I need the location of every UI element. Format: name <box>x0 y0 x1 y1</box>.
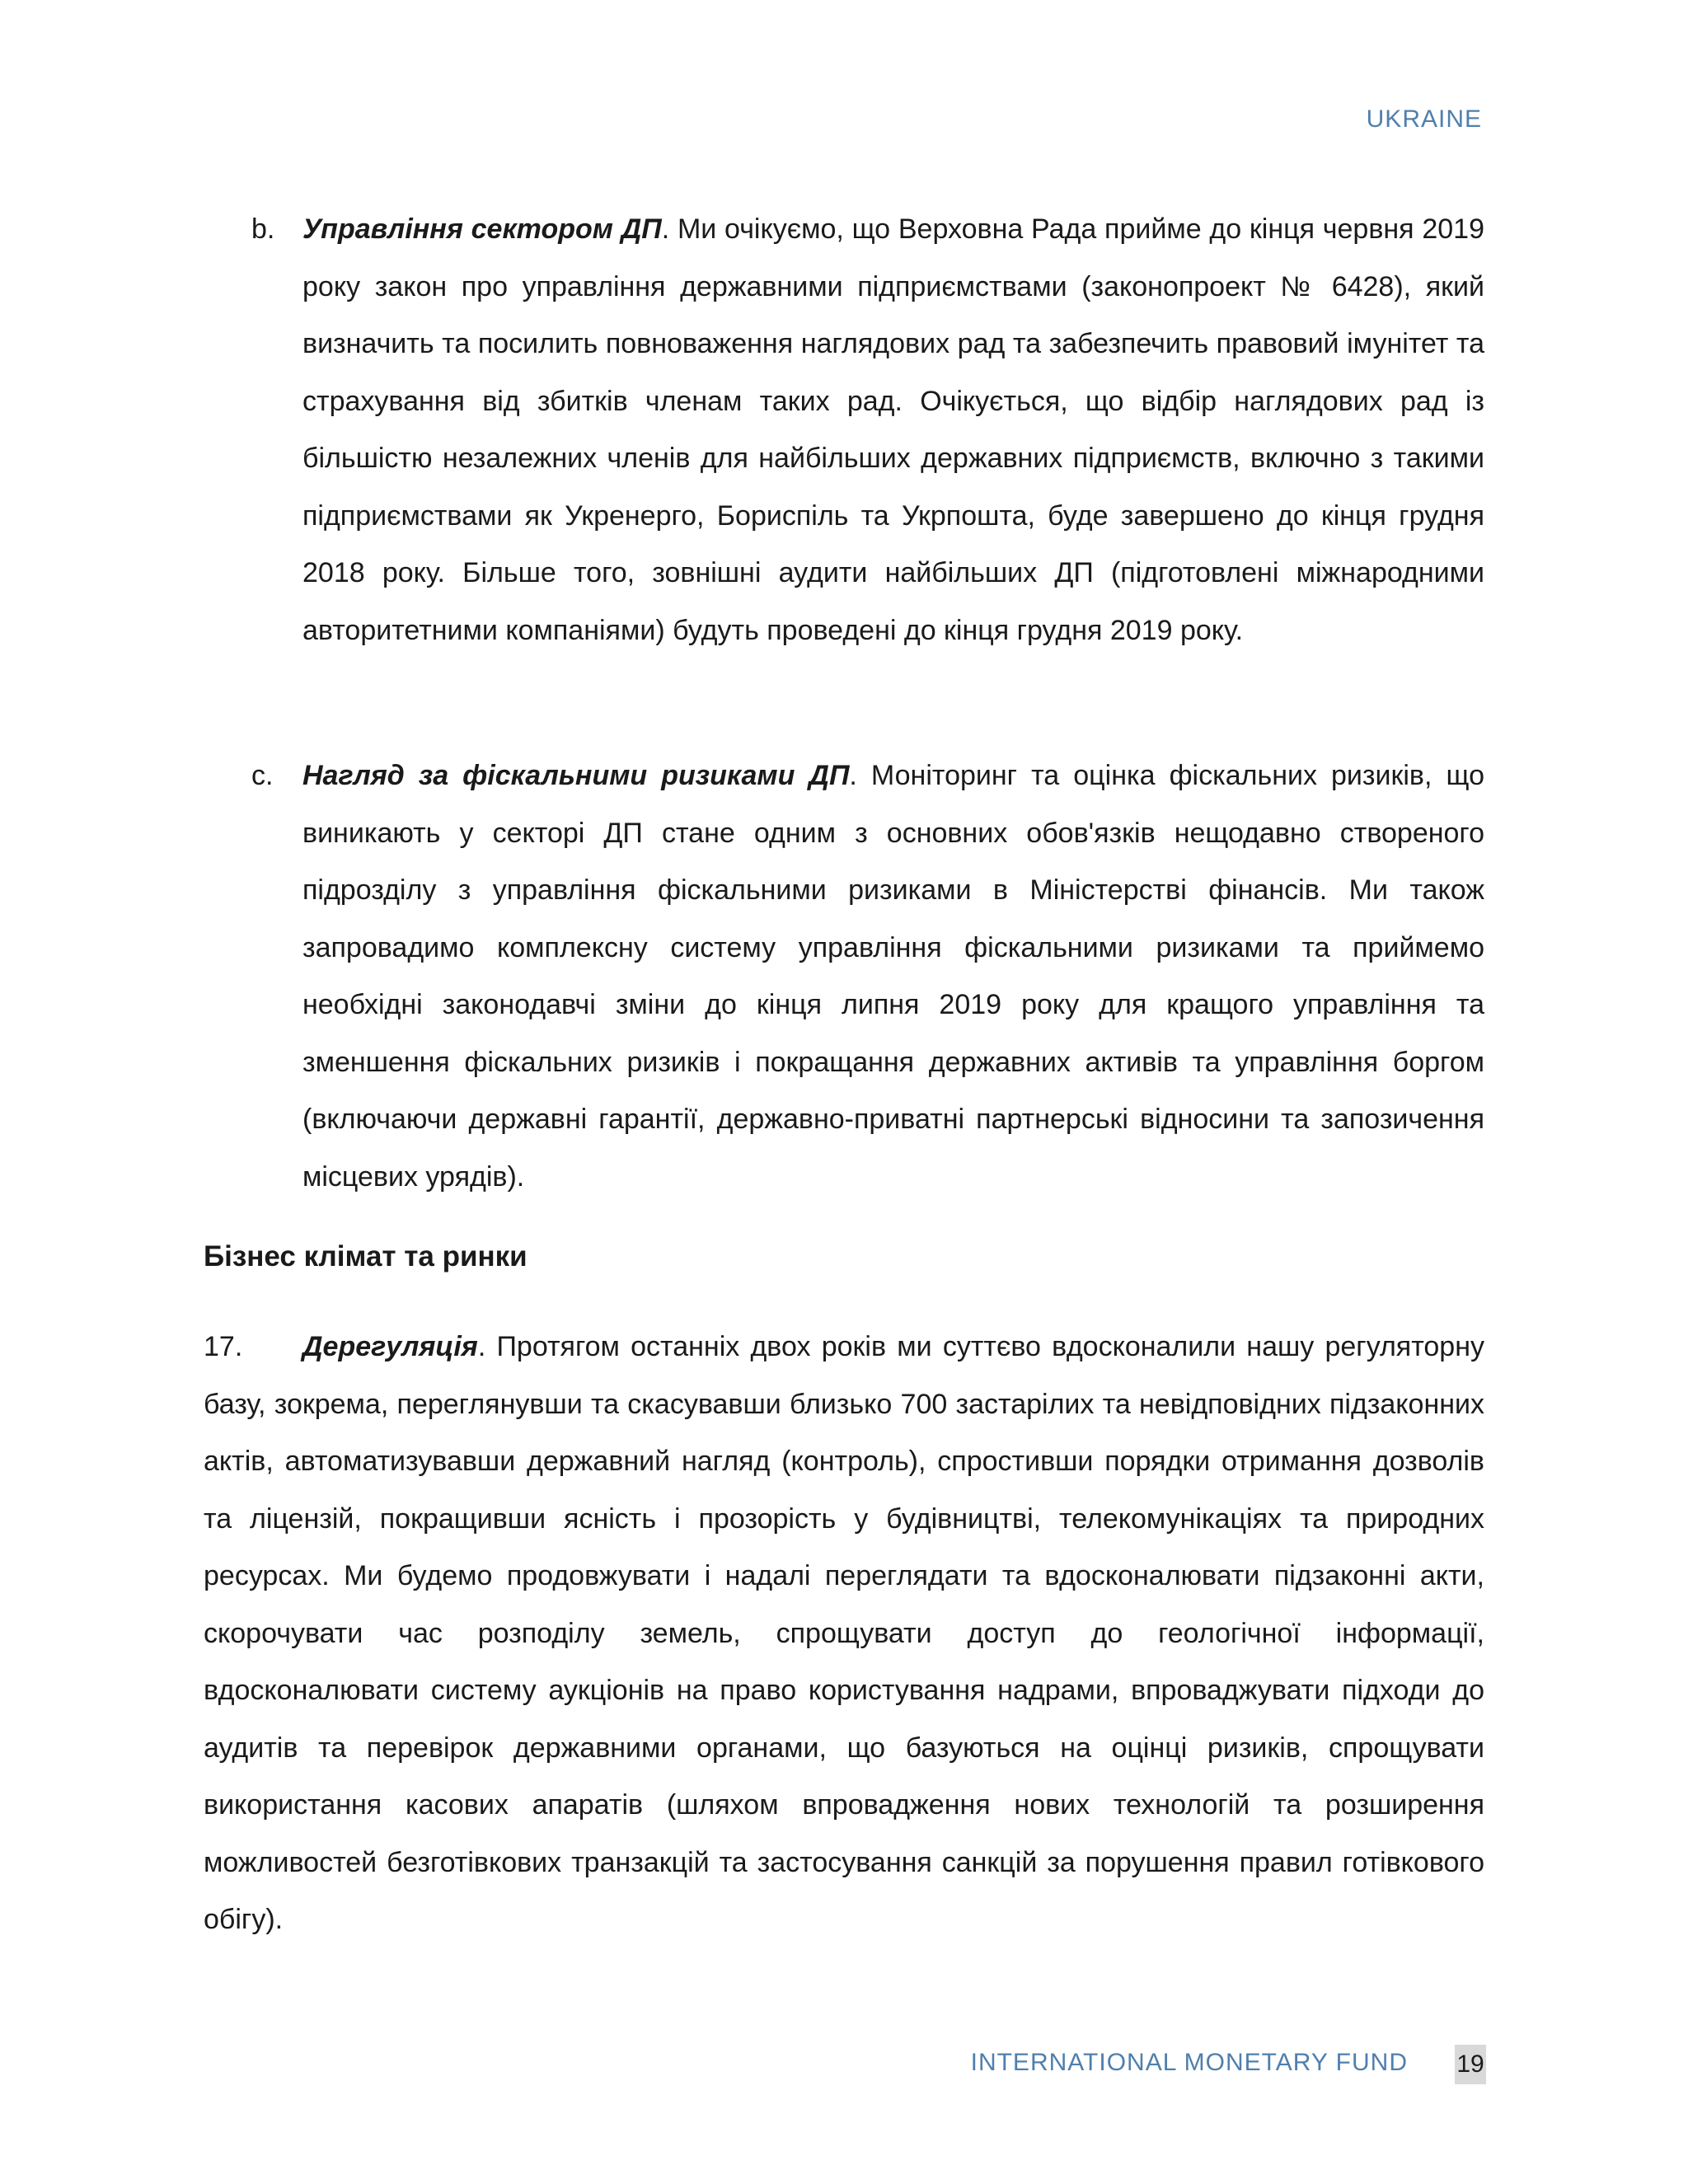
list-item-body <box>302 748 1484 1206</box>
paragraph-title: Дерегуляція <box>302 1331 478 1362</box>
paragraph-number: 17. <box>204 1331 243 1362</box>
section-heading: Бізнес клімат та ринки <box>204 1240 528 1272</box>
list-item-c <box>251 748 1484 1206</box>
list-marker: c. <box>251 760 274 791</box>
list-item-b <box>251 201 1484 659</box>
list-item-title: Нагляд за фіскальними ризиками ДП <box>302 760 850 791</box>
list-item-text: . Моніторинг та оцінка фіскальних ризиків, що виникають у секторі ДП стане одним з основних обов'язків нещодавно створеного підрозділу з управління фіскальними ризиками в Міністерстві фінансів. Ми також запровадимо комплексну систему управління фіскальними ризиками та приймемо необхідні законодавчі зміни до кінця липня 2019 року для кращого управління та зменшення фіскальних ризиків і покращання державних активів та управління боргом (включаючи державні гарантії, державно-приватні партнерські відносини та запозичення місцевих урядів). <box>302 760 1485 1193</box>
list-marker: b. <box>251 213 275 245</box>
list-item-title: Управління сектором ДП <box>302 213 662 245</box>
footer-organization: INTERNATIONAL MONETARY FUND <box>970 2049 1408 2076</box>
list-item-text: . Ми очікуємо, що Верховна Рада прийме до кінця червня 2019 року закон про управління державними підприємствами (законопроект № 6428), який визначить та посилить повноваження наглядових рад та забезпечить правовий імунітет та страхування від збитків членам таких рад. Очікується, що відбір наглядових рад із більшістю незалежних членів для найбільших державних підприємств, включно з такими підприємствами як Укренерго, Бориспіль та Укрпошта, буде завершено до кінця грудня 2018 року. Більше того, зовнішні аудити найбільших ДП (підготовлені міжнародними авторитетними компаніями) будуть проведені до кінця грудня 2019 року. <box>302 213 1484 646</box>
page-number: 19 <box>1455 2045 1486 2084</box>
paragraph-text: . Протягом останніх двох років ми суттєво вдосконалили нашу регуляторну базу, зокрема, переглянувши та скасувавши близько 700 застарілих та невідповідних підзаконних актів, автоматизувавши державний нагляд (контроль), спростивши порядки отримання дозволів та ліцензій, покращивши ясність і прозорість у будівництві, телекомунікаціях та природних ресурсах. Ми будемо продовжувати і надалі переглядати та вдосконалювати підзаконні акти, скорочувати час розподілу земель, спрощувати доступ до геологічної інформації, вдосконалювати систему аукціонів на право користування надрами, впроваджувати підходи до аудитів та перевірок державними органами, що базуються на оцінці ризиків, спрощувати використання касових апаратів (шляхом впровадження нових технологій та розширення можливостей безготівкових транзакцій та застосування санкцій за порушення правил готівкового обігу). <box>204 1331 1484 1935</box>
list-item-body <box>302 201 1484 659</box>
running-header-country: UKRAINE <box>1366 105 1482 133</box>
paragraph-17 <box>204 1319 1484 1949</box>
